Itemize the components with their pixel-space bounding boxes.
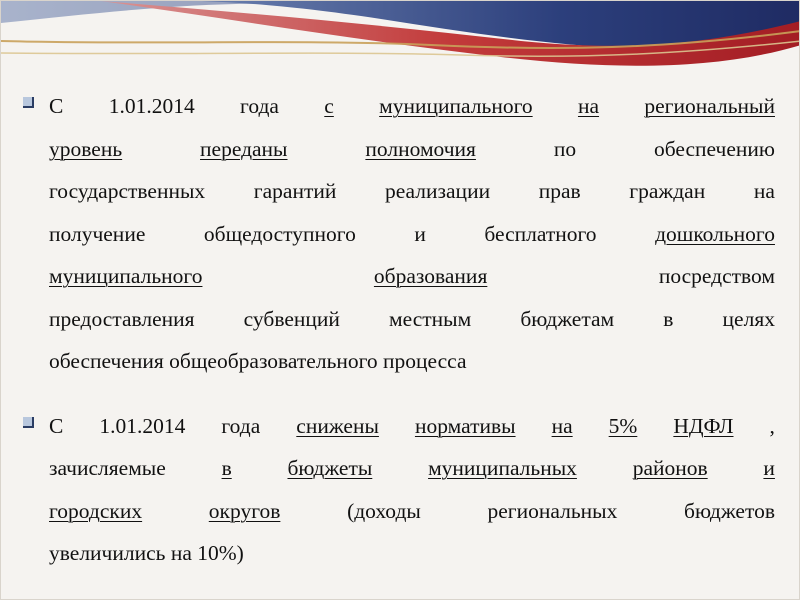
word: бюджетов [684,498,775,523]
word: на [753,179,775,203]
word: 1.01.2014 [99,413,186,438]
word: бесплатного [484,221,597,246]
word: , [769,413,775,438]
underlined-word: муниципальных [428,456,577,480]
word: граждан [629,179,706,203]
underlined-word: городских [49,498,143,523]
word: и [414,221,426,246]
word: посредством [658,264,775,288]
word: по [553,136,577,161]
underlined-word: на [577,94,600,118]
word: бюджетам [520,306,615,331]
square-bullet-icon [23,417,34,428]
word: гарантий [253,179,337,203]
content-area [23,85,775,575]
text-line [49,447,775,490]
text-line [49,128,775,171]
word: 1.01.2014 [108,94,195,118]
text-line [49,405,775,448]
word: года [221,413,261,438]
word: С [49,413,64,438]
underlined-word: снижены [296,413,379,438]
underlined-word: муниципального [379,94,533,118]
square-bullet-icon [23,97,34,108]
underlined-word: муниципального [49,264,203,288]
word: предоставления [49,306,195,331]
bullet-item [23,405,775,575]
underlined-word: с [324,94,334,118]
underlined-word: бюджеты [287,456,373,480]
word: субвенций [243,306,340,331]
underlined-word: уровень [49,136,123,161]
underlined-word: 5% [608,413,638,438]
underlined-word: районов [632,456,708,480]
underlined-word: НДФЛ [673,413,734,438]
underlined-word: нормативы [414,413,516,438]
word: обеспечению [653,136,775,161]
text-line [49,85,775,128]
word: в [663,306,674,331]
bullet-item [23,85,775,383]
underlined-word: полномочия [365,136,476,161]
text-line [49,213,775,256]
word: местным [389,306,472,331]
word: региональных [487,498,618,523]
underlined-word: в [221,456,232,480]
text-line [49,298,775,341]
underlined-word: округов [208,498,281,523]
underlined-word: на [551,413,573,438]
word: года [240,94,279,118]
text-line [49,532,775,575]
text-line [49,340,775,383]
word: С [49,94,64,118]
word: обеспечения общеобразовательного процесса [49,349,467,373]
word: зачисляемые [49,456,166,480]
underlined-word: и [763,456,775,480]
word: увеличились на 10%) [49,541,244,565]
underlined-word: региональный [644,94,775,118]
word: реализации [385,179,491,203]
word: общедоступного [203,221,356,246]
underlined-word: образования [373,264,488,288]
word: государственных [49,179,206,203]
underlined-word: переданы [200,136,288,161]
decorative-banner [1,1,800,81]
word: (доходы [347,498,421,523]
text-line [49,490,775,533]
word: получение [49,221,146,246]
word: целях [722,306,775,331]
word: прав [538,179,581,203]
text-line [49,255,775,298]
text-line [49,170,775,213]
underlined-word: дошкольного [655,221,775,246]
